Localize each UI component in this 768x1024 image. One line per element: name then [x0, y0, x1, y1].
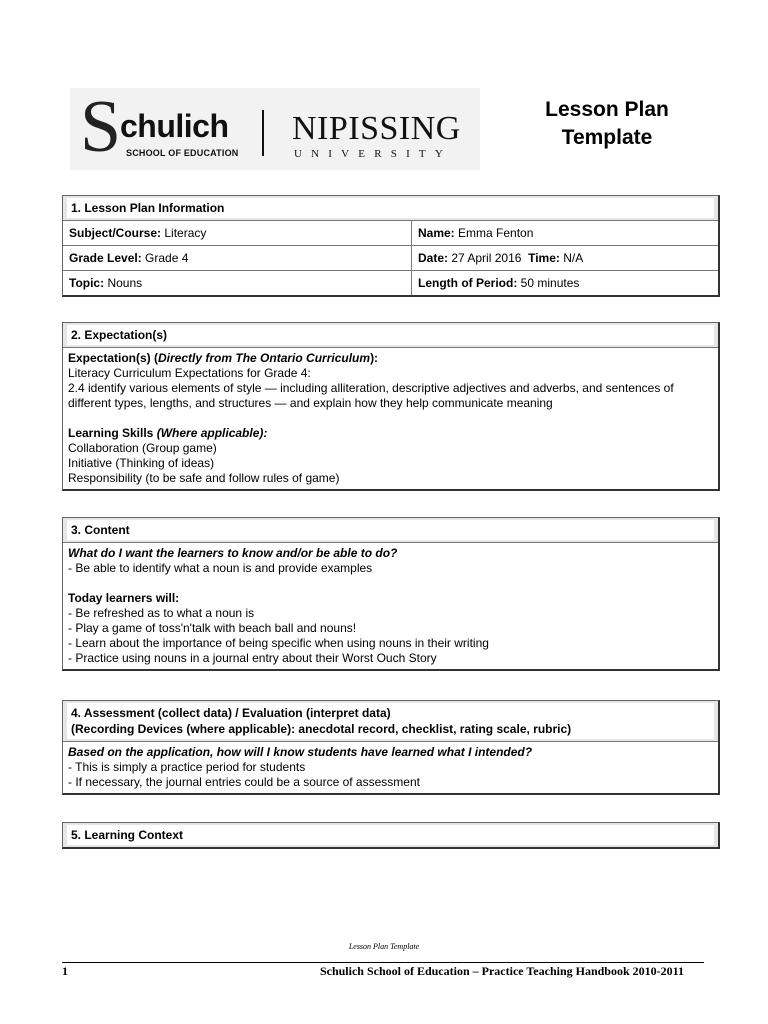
time-label: Time:: [528, 251, 560, 265]
name-label: Name:: [418, 226, 455, 240]
info-row-topic: [63, 270, 718, 295]
name-value: Emma Fenton: [458, 226, 534, 240]
length-value: 50 minutes: [520, 276, 580, 290]
subject-value: Literacy: [164, 226, 207, 240]
date-value: 27 April 2016: [451, 251, 522, 265]
grade-value: Grade 4: [145, 251, 189, 265]
section-content: [62, 517, 720, 671]
footer-handbook-title: Schulich School of Education – Practice Teaching Handbook 2010-2011: [319, 964, 684, 978]
list-item: - Be refreshed as to what a noun is: [68, 606, 255, 620]
info-row-subject: [63, 221, 718, 245]
document-title: [518, 96, 696, 152]
footer-caption: Lesson Plan Template: [348, 942, 420, 951]
list-item: Initiative (Thinking of ideas): [68, 456, 215, 470]
list-item: - If necessary, the journal entries could be a source of assessment: [68, 775, 420, 789]
assessment-question: Based on the application, how will I know students have learned what I intended?: [68, 745, 533, 759]
footer-rule: [62, 962, 704, 963]
list-item: - Learn about the importance of being specific when using nouns in their writing: [68, 636, 489, 650]
learning-skills-label: Learning Skills (Where applicable):: [68, 426, 268, 440]
list-item: Collaboration (Group game): [68, 441, 217, 455]
time-value: N/A: [563, 251, 584, 265]
section-header: 3. Content: [63, 518, 718, 543]
expectations-label: Expectation(s) (Directly from The Ontario Curriculum):: [68, 351, 379, 365]
assessment-header-line2: (Recording Devices (where applicable): anecdotal record, checklist, rating scale, rubric): [71, 722, 572, 736]
section-header: 1. Lesson Plan Information: [63, 196, 718, 221]
section-learning-context: [62, 822, 720, 849]
date-label: Date:: [418, 251, 449, 265]
logo-banner: [70, 88, 480, 170]
section-lesson-plan-info: [62, 195, 720, 297]
nipissing-logo-text: NIPISSING: [292, 110, 461, 147]
expectations-text: Literacy Curriculum Expectations for Grade 4:: [68, 366, 311, 380]
length-label: Length of Period:: [418, 276, 518, 290]
logo-divider: [262, 110, 264, 156]
expectations-text: 2.4 identify various elements of style — including alliteration, descriptive adjectives and adverbs, and sentences of different types, lengths, and structures — and explain how they help communicate meaning: [68, 381, 674, 410]
grade-label: Grade Level:: [69, 251, 142, 265]
schulich-logo-initial: S: [80, 86, 122, 168]
section-assessment: [62, 700, 720, 795]
section-body: [63, 742, 718, 793]
document-title-line2: Template: [561, 126, 653, 149]
info-row-grade: [63, 245, 718, 270]
list-item: - Play a game of toss'n'talk with beach ball and nouns!: [68, 621, 357, 635]
list-item: Responsibility (to be safe and follow rules of game): [68, 471, 340, 485]
section-header: [63, 701, 718, 742]
page-number: 1: [62, 964, 68, 978]
assessment-header-line1: 4. Assessment (collect data) / Evaluation (interpret data): [71, 706, 391, 720]
list-item: - This is simply a practice period for students: [68, 760, 306, 774]
nipissing-logo-subtitle: UNIVERSITY: [294, 148, 452, 160]
today-label: Today learners will:: [68, 591, 180, 605]
section-header: 5. Learning Context: [63, 823, 718, 847]
section-header: 2. Expectation(s): [63, 323, 718, 348]
schulich-logo-subtitle: SCHOOL OF EDUCATION: [126, 148, 239, 158]
document-title-line1: Lesson Plan: [545, 98, 669, 121]
subject-label: Subject/Course:: [69, 226, 162, 240]
content-question: What do I want the learners to know and/or be able to do?: [68, 546, 398, 560]
section-expectations: [62, 322, 720, 491]
topic-label: Topic:: [69, 276, 105, 290]
section-body: [63, 348, 718, 489]
schulich-logo-text: chulich: [120, 108, 229, 144]
section-body: [63, 543, 718, 669]
content-answer: - Be able to identify what a noun is and provide examples: [68, 561, 373, 575]
topic-value: Nouns: [107, 276, 143, 290]
list-item: - Practice using nouns in a journal entry about their Worst Ouch Story: [68, 651, 437, 665]
